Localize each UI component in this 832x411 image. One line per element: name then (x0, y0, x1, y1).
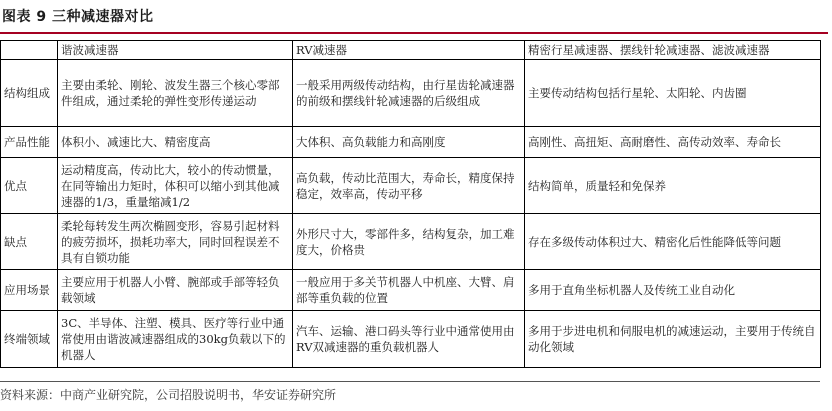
table-cell: 一般采用两级传动结构，由行星齿轮减速器的前级和摆线针轮减速器的后级组成 (293, 60, 525, 127)
table-header-row (1, 41, 821, 60)
row-label: 产品性能 (1, 127, 58, 158)
table-cell: 高刚性、高扭矩、高耐磨性、高传动效率、寿命长 (525, 127, 821, 158)
table-cell: 3C、半导体、注塑、模具、医疗等行业中通常使用由谐波减速器组成的30kg负载以下的机器人 (58, 311, 293, 368)
source-note: 资料来源：中商产业研究院，公司招股说明书，华安证券研究所 (0, 388, 337, 402)
comparison-table (0, 40, 821, 368)
header-cell-empty (1, 41, 58, 60)
table-cell: 主要由柔轮、刚轮、波发生器三个核心零部件组成，通过柔轮的弹性变形传递运动 (58, 60, 293, 127)
title-divider (0, 32, 828, 34)
table-cell: 一般应用于多关节机器人中机座、大臂、肩部等重负载的位置 (293, 270, 525, 311)
table-row (1, 270, 821, 311)
table-cell: 多用于直角坐标机器人及传统工业自动化 (525, 270, 821, 311)
header-harmonic-reducer: 谐波减速器 (58, 41, 293, 60)
table-cell: 高负载，传动比范围大，寿命长，精度保持稳定，效率高，传动平移 (293, 158, 525, 214)
table-row (1, 158, 821, 214)
table-cell: 存在多级传动体积过大、精密化后性能降低等问题 (525, 214, 821, 270)
table-cell: 结构简单，质量轻和免保养 (525, 158, 821, 214)
table-cell: 运动精度高，传动比大，较小的传动惯量，在同等输出力矩时，体积可以缩小到其他减速器的1/3，重量缩减1/2 (58, 158, 293, 214)
table-cell: 大体积、高负载能力和高刚度 (293, 127, 525, 158)
table-cell: 外形尺寸大，零部件多，结构复杂，加工难度大，价格贵 (293, 214, 525, 270)
table-cell: 汽车、运输、港口码头等行业中通常使用由RV双减速器的重负载机器人 (293, 311, 525, 368)
bottom-divider (0, 381, 820, 382)
table-row (1, 214, 821, 270)
table-cell: 柔轮每转发生两次椭圆变形，容易引起材料的疲劳损坏，损耗功率大，同时回程误差不具有自锁功能 (58, 214, 293, 270)
row-label: 结构组成 (1, 60, 58, 127)
figure-title: 图表 9 三种减速器对比 (2, 9, 154, 25)
table-row (1, 127, 821, 158)
table-cell: 主要传动结构包括行星轮、太阳轮、内齿圈 (525, 60, 821, 127)
table-cell: 多用于步进电机和伺服电机的减速运动，主要用于传统自动化领域 (525, 311, 821, 368)
table-cell: 体积小、减速比大、精密度高 (58, 127, 293, 158)
header-other-reducers: 精密行星减速器、摆线针轮减速器、滤波减速器 (525, 41, 821, 60)
row-label: 应用场景 (1, 270, 58, 311)
row-label: 缺点 (1, 214, 58, 270)
row-label: 终端领域 (1, 311, 58, 368)
table-cell: 主要应用于机器人小臂、腕部或手部等轻负载领域 (58, 270, 293, 311)
table-row (1, 311, 821, 368)
header-rv-reducer: RV减速器 (293, 41, 525, 60)
table-row (1, 60, 821, 127)
row-label: 优点 (1, 158, 58, 214)
